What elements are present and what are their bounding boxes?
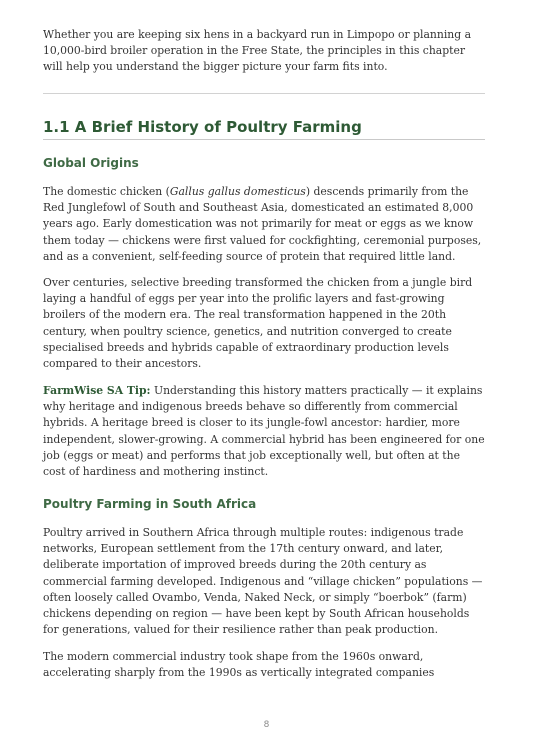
global-origins-paragraph-1 [43, 184, 485, 265]
tip-label: FarmWise SA Tip: [43, 384, 151, 397]
subheading-global-origins: Global Origins [43, 156, 139, 170]
south-africa-paragraph-1: Poultry arrived in Southern Africa through multiple routes: indigenous trade networks, European settlement from the 17th century onward, and later, deliberate importation of improved breeds during the 20th century as commercial farming developed. Indigenous and “village chicken” populations — often loosely called Ovambo, Venda, Naked Neck, or simply “boerbok” (farm) chickens depending on region — have been kept by South African households for generations, valued for their resilience rather than peak production. [43, 526, 483, 637]
section-heading: 1.1 A Brief History of Poultry Farming [43, 118, 362, 136]
paragraph-text: The domestic chicken ( [43, 185, 170, 198]
global-origins-paragraph-2: Over centuries, selective breeding transformed the chicken from a jungle bird laying a handful of eggs per year into the prolific layers and fast-growing broilers of the modern era. The real transformation happened in the 20th century, when poultry science, genetics, and nutrition converged to create specialised breeds and hybrids capable of extraordinary production levels compared to their ancestors. [43, 276, 473, 371]
section-divider [43, 93, 485, 94]
scientific-name: Gallus gallus domesticus [169, 185, 306, 198]
south-africa-paragraph-2: The modern commercial industry took shape from the 1960s onward, accelerating sharply from the 1990s as vertically integrated companies [43, 650, 435, 680]
subheading-south-africa: Poultry Farming in South Africa [43, 497, 257, 511]
section-heading-underline [43, 139, 485, 140]
page-number: 8 [263, 720, 270, 730]
tip-text: Understanding this history matters practically — it explains why heritage and indigenous breeds behave so differently from commercial hybrids. A heritage breed is closer to its jungle-fowl ancestor: hardier, more independent, slower-growing. A commercial hybrid has been engineered for one job (eggs or meat) and performs that job exceptionally well, but often at the cost of hardiness and mothering instinct. [43, 384, 485, 479]
farmwise-tip [43, 383, 485, 480]
intro-paragraph: Whether you are keeping six hens in a backyard run in Limpopo or planning a 10,000-bird broiler operation in the Free State, the principles in this chapter will help you understand the bigger picture your farm fits into. [43, 28, 472, 74]
paragraph-text: ) descends primarily from the Red Junglefowl of South and Southeast Asia, domesticated an estimated 8,000 years ago. Early domestication was not primarily for meat or eggs as we know them today — chickens were first valued for cockfighting, ceremonial purposes, and as a convenient, self-feeding source of protein that required little land. [43, 185, 482, 263]
